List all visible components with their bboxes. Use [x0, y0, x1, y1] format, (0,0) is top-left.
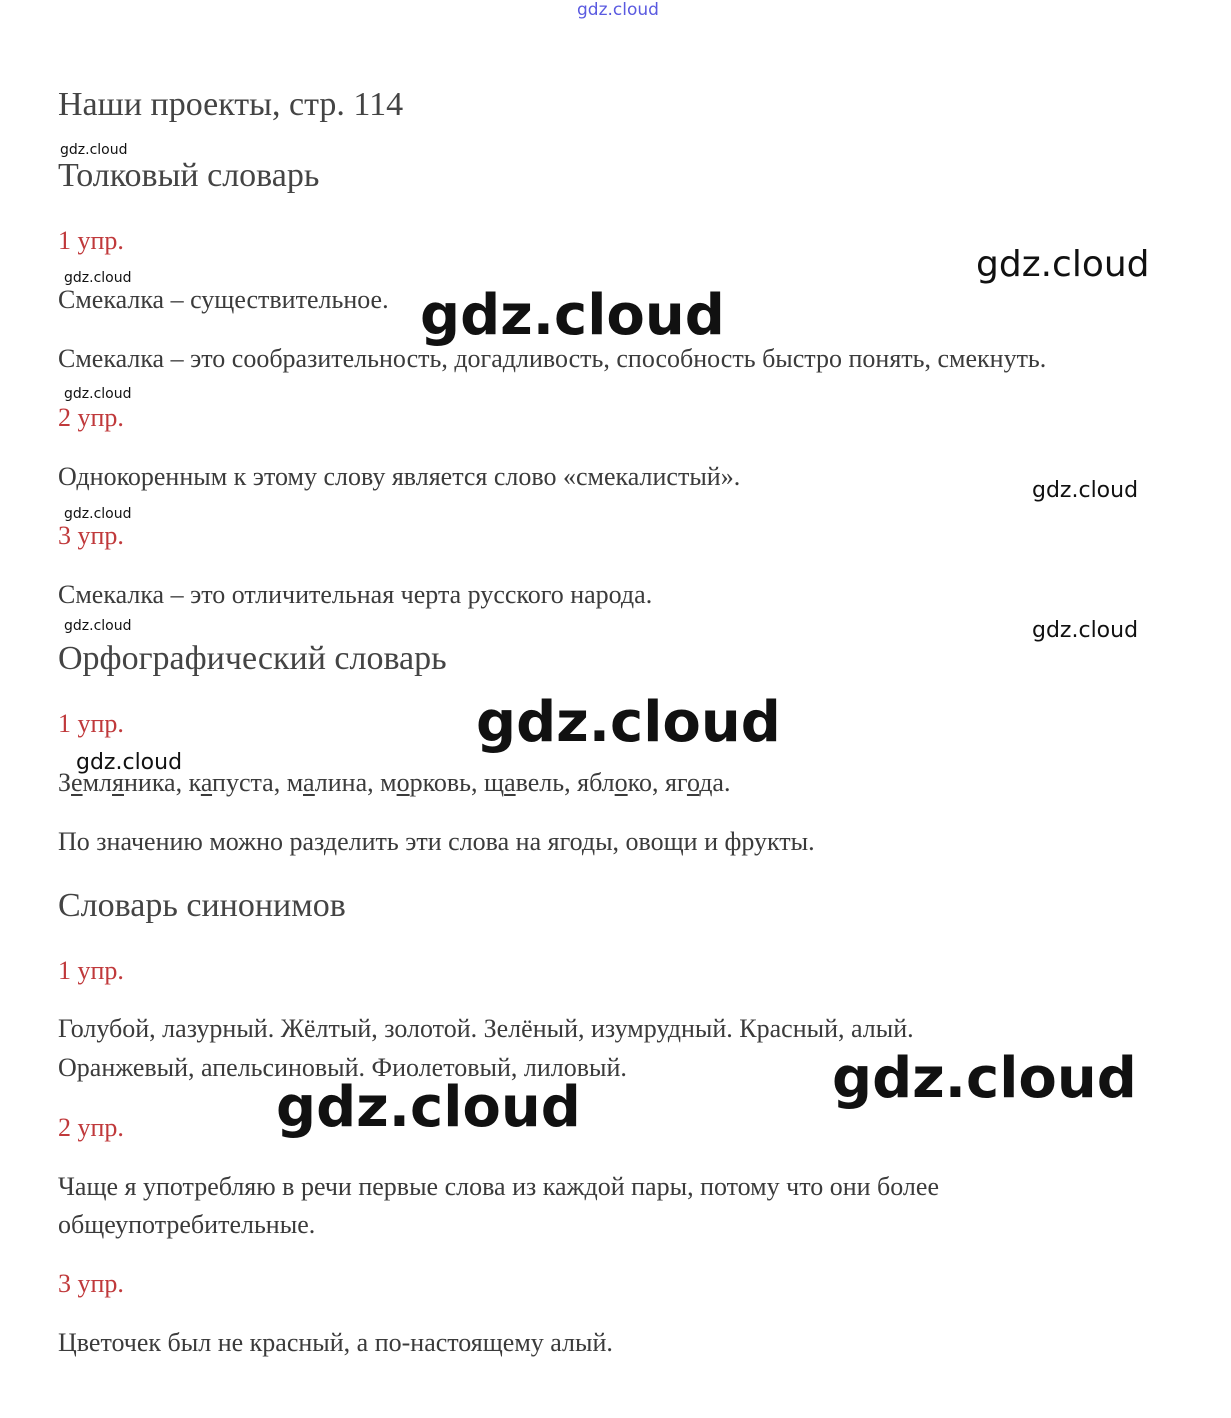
watermark-medium: gdz.cloud	[76, 750, 183, 775]
watermark-top: gdz.cloud	[577, 0, 659, 20]
word: щавель,	[484, 768, 571, 797]
word: малина,	[286, 768, 374, 797]
exercise-label: 3 упр.	[58, 1269, 124, 1298]
exercise-label: 2 упр.	[58, 1113, 124, 1142]
answer-line: Смекалка – существительное.	[58, 285, 389, 314]
answer-line: Смекалка – это отличительная черта русского народа.	[58, 580, 653, 609]
watermark-small: gdz.cloud	[60, 142, 128, 158]
exercise-label: 2 упр.	[58, 403, 124, 432]
word: ягода.	[664, 768, 731, 797]
exercise-label: 3 упр.	[58, 521, 124, 550]
answer-line: Цветочек был не красный, а по-настоящему алый.	[58, 1328, 613, 1357]
word: яблоко,	[577, 768, 659, 797]
section-heading-spelling: Орфографический словарь	[58, 640, 447, 677]
watermark-large: gdz.cloud	[276, 1075, 581, 1140]
answer-line: По значению можно разделить эти слова на ягоды, овощи и фрукты.	[58, 827, 815, 856]
answer-line: общеупотребительные.	[58, 1210, 316, 1239]
watermark-large: gdz.cloud	[420, 283, 725, 348]
watermark-medium: gdz.cloud	[976, 244, 1150, 285]
page-title: Наши проекты, стр. 114	[58, 86, 404, 123]
exercise-label: 1 упр.	[58, 956, 124, 985]
word-list	[58, 768, 730, 798]
watermark-small: gdz.cloud	[64, 270, 132, 286]
answer-line: Чаще я употребляю в речи первые слова из каждой пары, потому что они более	[58, 1172, 939, 1201]
watermark-small: gdz.cloud	[64, 386, 132, 402]
section-heading-explanatory: Толковый словарь	[58, 157, 320, 194]
exercise-label: 1 упр.	[58, 709, 124, 738]
answer-line: Однокоренным к этому слову является слово «смекалистый».	[58, 462, 741, 491]
exercise-label: 1 упр.	[58, 226, 124, 255]
watermark-medium: gdz.cloud	[1032, 478, 1139, 503]
watermark-small: gdz.cloud	[64, 506, 132, 522]
watermark-small: gdz.cloud	[64, 618, 132, 634]
watermark-medium: gdz.cloud	[1032, 618, 1139, 643]
word: капуста,	[188, 768, 281, 797]
section-heading-synonyms: Словарь синонимов	[58, 887, 346, 924]
word: морковь,	[380, 768, 478, 797]
watermark-large: gdz.cloud	[832, 1046, 1137, 1111]
watermark-large: gdz.cloud	[476, 690, 781, 755]
word: Земляника,	[58, 768, 183, 797]
answer-line: Оранжевый, апельсиновый. Фиолетовый, лиловый.	[58, 1053, 627, 1082]
answer-line: Смекалка – это сообразительность, догадливость, способность быстро понять, смекнуть.	[58, 344, 1047, 373]
answer-line: Голубой, лазурный. Жёлтый, золотой. Зелёный, изумрудный. Красный, алый.	[58, 1014, 914, 1043]
